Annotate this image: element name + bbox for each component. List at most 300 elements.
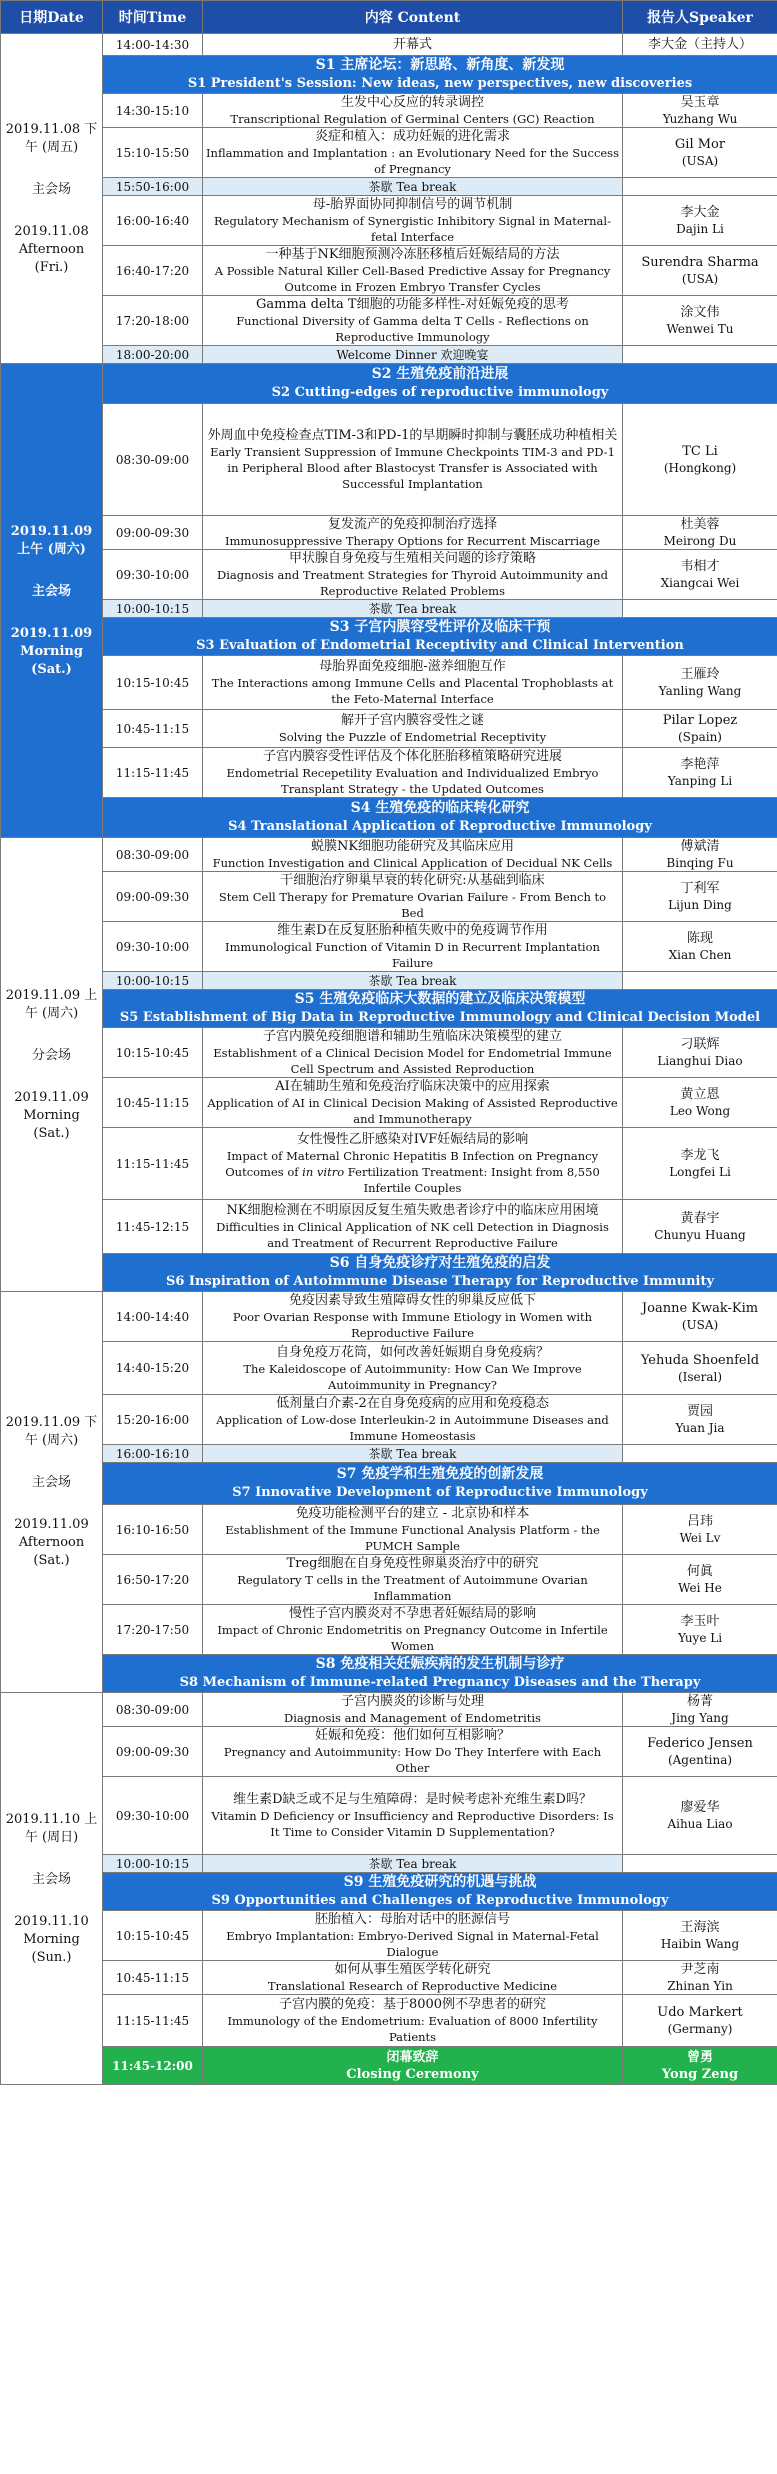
talk-title-cell — [203, 128, 623, 178]
speaker-cell — [623, 922, 777, 972]
speaker-name-cn: 何眞 — [686, 1564, 713, 1579]
talk-title-cn: 自身免疫万花筒，如何改善妊娠期自身免疫病？ — [275, 1344, 549, 1360]
venue-label: 主会场 — [31, 1475, 71, 1490]
venue-label: 主会场 — [31, 1871, 71, 1887]
tea-break-row — [1, 1855, 777, 1873]
closing-row — [1, 2047, 777, 2085]
time-cell: 10:45-11:15 — [103, 1078, 203, 1128]
header-date: 日期Date — [1, 1, 103, 34]
talk-title-en-italic: in vitro — [302, 1165, 345, 1179]
program-row — [1, 196, 777, 246]
talk-title-cn: 母-胎界面协同抑制信号的调节机制 — [312, 197, 513, 212]
speaker-cell — [623, 972, 777, 990]
program-row — [1, 1693, 777, 1727]
program-row — [1, 516, 777, 550]
talk-title-cell — [203, 710, 623, 748]
talk-title-cell — [203, 748, 623, 798]
time-cell: 09:30-10:00 — [103, 550, 203, 600]
talk-title-en: Difficulties in Clinical Application of NK cell Detection in Diagnosis and Treatment of Recurrent Reproductive Failure — [216, 1220, 609, 1250]
speaker-cell — [623, 404, 777, 516]
time-cell: 09:30-10:00 — [103, 1777, 203, 1855]
day-label-en-part: Afternoon — [18, 1535, 85, 1550]
talk-title-cell — [203, 1555, 623, 1605]
speaker-cell — [623, 1777, 777, 1855]
program-row — [1, 656, 777, 710]
program-row — [1, 1128, 777, 1200]
program-row — [1, 838, 777, 872]
closing-title-en: Closing Ceremony — [346, 2066, 479, 2082]
talk-title-en: Vitamin D Deficiency or Insufficiency and Reproductive Disorders: Is It Time to Consider Vitamin D Supplementation? — [211, 1809, 614, 1839]
session-title-en: S1 President's Session: New ideas, new perspectives, new discoveries — [187, 76, 693, 91]
speaker-name-cn: 黄立恩 — [680, 1087, 720, 1102]
session-title-cell — [103, 798, 777, 838]
speaker-name-cn: 黄春宇 — [680, 1211, 720, 1226]
speaker-cell — [623, 1961, 777, 1995]
talk-title-cell — [203, 296, 623, 346]
speaker-cell — [623, 1445, 777, 1463]
session-row — [1, 1254, 777, 1292]
session-title-en: S9 Opportunities and Challenges of Reproductive Immunology — [211, 1893, 669, 1908]
talk-title-cell — [203, 1028, 623, 1078]
time-cell: 11:45-12:00 — [103, 2047, 203, 2085]
talk-title-cn: 子宫内膜炎的诊断与处理 — [340, 1694, 484, 1709]
session-title-en: S6 Inspiration of Autoimmune Disease Therapy for Reproductive Immunity — [165, 1274, 715, 1289]
time-cell: 14:30-15:10 — [103, 94, 203, 128]
time-cell: 10:00-10:15 — [103, 600, 203, 618]
talk-title-cell — [203, 1342, 623, 1395]
talk-title-cn: Gamma delta T细胞的功能多样性-对妊娠免疫的思考 — [255, 297, 570, 312]
speaker-cell — [623, 1342, 777, 1395]
venue-label: 主会场 — [31, 583, 71, 599]
day-label-cn: 2019.11.09 上午 (周六) — [10, 523, 93, 557]
talk-title-cn: 免疫因素导致生殖障碍女性的卵巢反应低下 — [288, 1293, 536, 1308]
talk-title-cn: 干细胞治疗卵巢早衰的转化研究:从基础到临床 — [280, 873, 545, 888]
program-row — [1, 550, 777, 600]
talk-title-en: Application of AI in Clinical Decision Making of Assisted Reproductive and Immunotherapy — [207, 1096, 618, 1126]
talk-title-cell — [203, 1292, 623, 1342]
talk-title-en: Diagnosis and Treatment Strategies for Thyroid Autoimmunity and Reproductive Related Problems — [216, 568, 609, 598]
talk-title-cell — [203, 656, 623, 710]
speaker-name-en: Lijun Ding — [668, 898, 732, 912]
speaker-name-en: Xiangcai Wei — [660, 576, 740, 590]
day-cell — [1, 838, 103, 1292]
talk-title-cn: 外周血中免疫检查点TIM-3和PD-1的早期瞬时抑制与囊胚成功种植相关 — [207, 428, 618, 443]
speaker-name-cn: 丁利军 — [680, 881, 720, 896]
speaker-name-en: (Germany) — [667, 2022, 733, 2036]
closing-ceremony-cell — [203, 2047, 623, 2085]
talk-title-cn: 低剂量白介素-2在自身免疫病的应用和免疫稳态 — [276, 1396, 549, 1411]
day-label-cn: 2019.11.09 下午 (周六) — [5, 1415, 98, 1448]
talk-title-cn: 胚胎植入：母胎对话中的胚源信号 — [314, 1912, 510, 1927]
speaker-name-en: Wei Lv — [679, 1531, 721, 1545]
time-cell: 10:15-10:45 — [103, 1911, 203, 1961]
speaker-name-en: Binqing Fu — [666, 856, 734, 870]
time-cell: 08:30-09:00 — [103, 404, 203, 516]
tea-break-row — [1, 600, 777, 618]
speaker-name-cn: 吴玉章 — [680, 95, 720, 110]
speaker-name-en: Haibin Wang — [660, 1937, 740, 1951]
time-cell: 16:40-17:20 — [103, 246, 203, 296]
program-row — [1, 1961, 777, 1995]
day-label-cn: 2019.11.09 上午 (周六) — [5, 987, 98, 1021]
speaker-name-en: Aihua Liao — [667, 1817, 733, 1831]
speaker-cell — [623, 2047, 777, 2085]
talk-title-cell — [203, 1727, 623, 1777]
session-title-en: S4 Translational Application of Reproductive Immunology — [228, 819, 652, 834]
program-row — [1, 1605, 777, 1655]
session-row — [1, 364, 777, 404]
speaker-name-en: (USA) — [681, 154, 719, 168]
session-title-cell — [103, 364, 777, 404]
header-content: 内容 Content — [203, 1, 623, 34]
talk-title-cell — [203, 872, 623, 922]
program-row — [1, 872, 777, 922]
talk-title-cell — [203, 246, 623, 296]
time-cell: 17:20-17:50 — [103, 1605, 203, 1655]
talk-title-en-part: Fertilization Treatment: Insight from 8,550 Infertile Couples — [344, 1165, 600, 1195]
time-cell: 11:15-11:45 — [103, 1995, 203, 2047]
speaker-name-en: Wenwei Tu — [666, 322, 734, 336]
talk-title-en: Transcriptional Regulation of Germinal Centers (GC) Reaction — [230, 112, 595, 126]
speaker-cell — [623, 600, 777, 618]
speaker-cell — [623, 872, 777, 922]
session-title-en: S8 Mechanism of Immune-related Pregnancy Diseases and the Therapy — [179, 1675, 701, 1690]
talk-title-cn: 子宫内膜免疫细胞谱和辅助生殖临床决策模型的建立 — [262, 1029, 562, 1044]
program-row — [1, 1777, 777, 1855]
speaker-cell — [623, 246, 777, 296]
speaker-cell — [623, 1028, 777, 1078]
session-title-cn: S9 生殖免疫研究的机遇与挑战 — [343, 1874, 537, 1890]
time-cell: 10:45-11:15 — [103, 1961, 203, 1995]
session-row — [1, 56, 777, 94]
talk-title-cn: 生发中心反应的转录调控 — [340, 95, 484, 110]
time-cell: 08:30-09:00 — [103, 838, 203, 872]
talk-title-en: Stem Cell Therapy for Premature Ovarian Failure - From Bench to Bed — [218, 890, 607, 920]
speaker-name-en: Yanling Wang — [658, 684, 742, 698]
speaker-name-en: Yanping Li — [667, 774, 733, 788]
session-title-cell — [103, 1873, 777, 1911]
program-row — [1, 1028, 777, 1078]
speaker-name-cn: Yehuda Shoenfeld — [640, 1352, 760, 1368]
talk-title-cn: 炎症和植入：成功妊娠的进化需求 — [314, 129, 510, 144]
time-cell: 09:30-10:00 — [103, 922, 203, 972]
speaker-cell — [623, 1995, 777, 2047]
speaker-name-cn: 贾园 — [686, 1404, 713, 1419]
talk-title-en — [206, 1148, 619, 1196]
tea-break-row — [1, 178, 777, 196]
program-row — [1, 1200, 777, 1254]
speaker-name-cn: Surendra Sharma — [641, 255, 759, 270]
talk-title-cn: 母胎界面免疫细胞-滋养细胞互作 — [319, 659, 506, 674]
time-cell: 09:00-09:30 — [103, 872, 203, 922]
talk-title-en: Solving the Puzzle of Endometrial Receptivity — [278, 730, 547, 744]
session-title-cn: S3 子宫内膜容受性评价及临床干预 — [329, 619, 551, 635]
time-cell: 17:20-18:00 — [103, 296, 203, 346]
talk-title-cell — [203, 1128, 623, 1200]
session-row — [1, 1463, 777, 1505]
talk-title-en: Diagnosis and Management of Endometritis — [284, 1711, 541, 1725]
time-cell: 11:45-12:15 — [103, 1200, 203, 1254]
table-header-row — [1, 1, 777, 34]
speaker-name-cn: 李大金 — [680, 205, 720, 220]
talk-title-en: Establishment of a Clinical Decision Model for Endometrial Immune Cell Spectrum and Assisted Reproduction — [213, 1046, 612, 1076]
speaker-cell — [623, 1605, 777, 1655]
time-cell: 10:00-10:15 — [103, 972, 203, 990]
time-cell: 18:00-20:00 — [103, 346, 203, 364]
talk-title-cn: 妊娠和免疫：他们如何互相影响？ — [314, 1728, 510, 1743]
tea-break-label: 茶歇 Tea break — [203, 600, 623, 618]
host-name: 李大金（主持人） — [647, 37, 752, 52]
speaker-cell — [623, 516, 777, 550]
session-title-cn: S5 生殖免疫临床大数据的建立及临床决策模型 — [294, 991, 586, 1007]
speaker-name-cn: Joanne Kwak-Kim — [641, 1301, 759, 1316]
talk-title-en: Immunological Function of Vitamin D in Recurrent Implantation Failure — [225, 940, 600, 970]
speaker-cell — [623, 1693, 777, 1727]
speaker-name-cn: TC Li — [682, 444, 718, 459]
time-cell: 15:50-16:00 — [103, 178, 203, 196]
talk-title-en: Poor Ovarian Response with Immune Etiology in Women with Reproductive Failure — [232, 1310, 593, 1340]
talk-title-en: Regulatory T cells in the Treatment of Autoimmune Ovarian Inflammation — [237, 1573, 588, 1603]
talk-title-cn: 女性慢性乙肝感染对IVF妊娠结局的影响 — [296, 1132, 529, 1147]
program-row — [1, 1505, 777, 1555]
speaker-name-en: Longfei Li — [669, 1165, 731, 1179]
header-time: 时间Time — [103, 1, 203, 34]
talk-title-cell — [203, 550, 623, 600]
program-row — [1, 1395, 777, 1445]
session-row — [1, 798, 777, 838]
talk-title-cn: 维生素D在反复胚胎种植失败中的免疫调节作用 — [277, 923, 548, 938]
day-label-en-part: Morning (Sat.) — [23, 1107, 80, 1141]
program-row — [1, 346, 777, 364]
time-cell: 16:00-16:40 — [103, 196, 203, 246]
tea-break-label: 茶歇 Tea break — [203, 972, 623, 990]
talk-title-cn: 慢性子宫内膜炎对不孕患者妊娠结局的影响 — [288, 1606, 536, 1621]
session-title-cell — [103, 1655, 777, 1693]
opening-ceremony-label — [203, 34, 623, 56]
speaker-name-cn: 吕玮 — [686, 1514, 713, 1529]
program-row — [1, 34, 777, 56]
time-cell: 16:00-16:10 — [103, 1445, 203, 1463]
program-row — [1, 1995, 777, 2047]
speaker-cell — [623, 1727, 777, 1777]
venue-label: 主会场 — [31, 181, 71, 197]
speaker-cell — [623, 1505, 777, 1555]
speaker-name-en: Chunyu Huang — [654, 1228, 746, 1242]
program-row — [1, 1342, 777, 1395]
talk-title-en-part: Impact of Maternal Chronic Hepatitis B Infection on Pregnancy Outcomes of — [225, 1149, 599, 1179]
program-row — [1, 1727, 777, 1777]
speaker-name-cn: 李玉叶 — [680, 1614, 720, 1629]
speaker-name-en: (USA) — [681, 1318, 719, 1332]
speaker-name-cn: 尹芝南 — [680, 1962, 720, 1977]
time-cell: 11:15-11:45 — [103, 1128, 203, 1200]
time-cell: 10:15-10:45 — [103, 656, 203, 710]
day-cell — [1, 34, 103, 364]
speaker-name-en: (Spain) — [678, 730, 722, 744]
talk-title-cell — [203, 1777, 623, 1855]
speaker-name-cn: 傅斌清 — [680, 839, 720, 854]
day-label-en: 2019.11.08 — [14, 223, 89, 239]
speaker-name-en: (Agentina) — [667, 1753, 733, 1767]
session-title-cell — [103, 618, 777, 656]
talk-title-en: Immunology of the Endometrium: Evaluation of 8000 Infertility Patients — [227, 2014, 598, 2044]
session-title-cn: S2 生殖免疫前沿进展 — [371, 366, 509, 382]
talk-title-cn: 甲状腺自身免疫与生殖相关问题的诊疗策略 — [288, 551, 536, 566]
day-label-en-weekday: (Fri.) — [34, 259, 69, 275]
speaker-cell — [623, 1911, 777, 1961]
session-title-cn: S6 自身免疫诊疗对生殖免疫的启发 — [329, 1255, 551, 1271]
opening-title: 开幕式 — [392, 37, 432, 52]
day-label-en-weekday: (Sat.) — [33, 1553, 70, 1568]
talk-title-cn: 子宫内膜的免疫：基于8000例不孕患者的研究 — [278, 1997, 547, 2012]
speaker-cell — [623, 838, 777, 872]
talk-title-en: A Possible Natural Killer Cell-Based Predictive Assay for Pregnancy Outcome in Frozen Embryo Transfer Cycles — [214, 264, 611, 294]
session-row — [1, 1655, 777, 1693]
tea-break-label: 茶歇 Tea break — [203, 1855, 623, 1873]
speaker-cell — [623, 748, 777, 798]
speaker-cell — [623, 196, 777, 246]
talk-title-cell — [203, 1995, 623, 2047]
talk-title-cn: 子宫内膜容受性评估及个体化胚胎移植策略研究进展 — [262, 749, 562, 764]
talk-title-en: Immunosuppressive Therapy Options for Recurrent Miscarriage — [224, 534, 601, 548]
talk-title-en: Pregnancy and Autoimmunity: How Do They Interfere with Each Other — [223, 1745, 602, 1775]
speaker-cell — [623, 1395, 777, 1445]
tea-break-row — [1, 1445, 777, 1463]
time-cell: 16:10-16:50 — [103, 1505, 203, 1555]
talk-title-en: Inflammation and Implantation : an Evolutionary Need for the Success of Pregnancy — [206, 146, 619, 176]
speaker-name-en: Leo Wong — [669, 1104, 731, 1118]
speaker-name-cn: 刁联辉 — [680, 1037, 720, 1052]
time-cell: 10:45-11:15 — [103, 710, 203, 748]
speaker-name-cn: 曾勇 — [686, 2049, 713, 2065]
time-cell: 10:00-10:15 — [103, 1855, 203, 1873]
talk-title-cn: 如何从事生殖医学转化研究 — [334, 1962, 491, 1977]
time-cell: 16:50-17:20 — [103, 1555, 203, 1605]
speaker-name-en: Yuye Li — [677, 1631, 723, 1645]
speaker-name-cn: 王海滨 — [680, 1920, 720, 1935]
talk-title-en: Functional Diversity of Gamma delta T Cells - Reflections on Reproductive Immunology — [236, 314, 589, 344]
program-row — [1, 404, 777, 516]
talk-title-cn: 免疫功能检测平台的建立 - 北京协和样本 — [295, 1506, 530, 1521]
speaker-cell — [623, 1128, 777, 1200]
program-row — [1, 128, 777, 178]
day-cell — [1, 1292, 103, 1693]
program-row — [1, 1292, 777, 1342]
speaker-name-en: Yuan Jia — [675, 1421, 725, 1435]
program-row — [1, 94, 777, 128]
speaker-name-en: Yuzhang Wu — [662, 112, 738, 126]
program-row — [1, 710, 777, 748]
session-title-en: S5 Establishment of Big Data in Reproductive Immunology and Clinical Decision Model — [119, 1010, 761, 1025]
session-title-en: S7 Innovative Development of Reproductive Immunology — [232, 1485, 648, 1500]
talk-title-cn: 解开子宫内膜容受性之谜 — [340, 713, 484, 728]
time-cell: 14:00-14:40 — [103, 1292, 203, 1342]
program-row — [1, 246, 777, 296]
session-title-cell — [103, 1254, 777, 1292]
session-row — [1, 618, 777, 656]
tea-break-label: 茶歇 Tea break — [203, 178, 623, 196]
talk-title-cell — [203, 1911, 623, 1961]
speaker-cell — [623, 656, 777, 710]
talk-title-cn: 复发流产的免疫抑制治疗选择 — [327, 517, 497, 532]
talk-title-en: Regulatory Mechanism of Synergistic Inhibitory Signal in Maternal-fetal Interface — [214, 214, 611, 244]
speaker-cell — [623, 94, 777, 128]
speaker-name-cn: 陈现 — [686, 931, 713, 946]
day-cell — [1, 364, 103, 838]
speaker-name-cn: 李龙飞 — [680, 1148, 720, 1163]
time-cell: 09:00-09:30 — [103, 1727, 203, 1777]
talk-title-cn: Treg细胞在自身免疫性卵巢炎治疗中的研究 — [286, 1556, 539, 1571]
program-row — [1, 1078, 777, 1128]
talk-title-cell — [203, 404, 623, 516]
talk-title-cell — [203, 1605, 623, 1655]
program-row — [1, 922, 777, 972]
time-cell: 14:00-14:30 — [103, 34, 203, 56]
speaker-cell — [623, 34, 777, 56]
speaker-cell — [623, 128, 777, 178]
speaker-name-en: Wei He — [678, 1581, 722, 1595]
talk-title-cell — [203, 1395, 623, 1445]
time-cell: 15:10-15:50 — [103, 128, 203, 178]
day-label-en: 2019.11.09 — [14, 1517, 89, 1532]
speaker-cell — [623, 1555, 777, 1605]
talk-title-cell — [203, 838, 623, 872]
speaker-cell — [623, 710, 777, 748]
speaker-name-cn: Federico Jensen — [647, 1736, 753, 1751]
speaker-name-en: Meirong Du — [663, 534, 737, 548]
talk-title-en: The Kaleidoscope of Autoimmunity: How Can We Improve Autoimmunity in Pregnancy? — [243, 1361, 582, 1392]
speaker-name-cn: 涂文伟 — [680, 305, 720, 320]
talk-title-cell — [203, 1693, 623, 1727]
talk-title-en: Embryo Implantation: Embryo-Derived Signal in Maternal-Fetal Dialogue — [226, 1929, 599, 1959]
speaker-cell — [623, 550, 777, 600]
speaker-name-cn: Udo Markert — [657, 2005, 743, 2020]
speaker-cell — [623, 178, 777, 196]
time-cell: 08:30-09:00 — [103, 1693, 203, 1727]
speaker-name-en: Xian Chen — [668, 948, 732, 962]
session-title-cell — [103, 1463, 777, 1505]
speaker-cell — [623, 1855, 777, 1873]
speaker-name-en: (Iseral) — [677, 1369, 723, 1384]
speaker-name-cn: 李艳萍 — [680, 757, 720, 772]
speaker-cell — [623, 1078, 777, 1128]
talk-title-cn: 一种基于NK细胞预测冷冻胚移植后妊娠结局的方法 — [265, 247, 560, 262]
speaker-cell — [623, 1292, 777, 1342]
time-cell: 14:40-15:20 — [103, 1342, 203, 1395]
talk-title-cell — [203, 1961, 623, 1995]
speaker-name-en: Lianghui Diao — [657, 1054, 743, 1068]
venue-label: 分会场 — [31, 1047, 71, 1063]
talk-title-cn: 维生素D缺乏或不足与生殖障碍：是时候考虑补充维生素D吗？ — [233, 1792, 592, 1807]
program-row — [1, 1555, 777, 1605]
session-title-cn: S1 主席论坛：新思路、新角度、新发现 — [315, 57, 565, 73]
talk-title-en: Impact of Chronic Endometritis on Pregnancy Outcome in Infertile Women — [217, 1623, 608, 1653]
talk-title-en: Function Investigation and Clinical Application of Decidual NK Cells — [212, 856, 613, 870]
talk-title-en: Early Transient Suppression of Immune Checkpoints TIM-3 and PD-1 in Peripheral Blood after Blastocyst Transfer is Associated with Successful Implantation — [210, 445, 615, 491]
session-title-en: S2 Cutting-edges of reproductive immunology — [271, 385, 609, 400]
day-label-en-part: Afternoon — [18, 241, 85, 257]
speaker-name-en: (Hongkong) — [663, 461, 737, 475]
day-cell — [1, 1693, 103, 2085]
speaker-name-cn: 王雁玲 — [680, 667, 720, 682]
talk-title-en: Application of Low-dose Interleukin-2 in Autoimmune Diseases and Immune Homeostasis — [216, 1413, 609, 1443]
speaker-name-cn: Pilar Lopez — [662, 713, 738, 728]
day-label-en: 2019.11.10 — [14, 1913, 89, 1929]
session-title-cn: S4 生殖免疫的临床转化研究 — [350, 800, 530, 816]
schedule-body — [1, 34, 777, 2085]
closing-title-cn: 闭幕致辞 — [386, 2049, 439, 2065]
tea-break-label: 茶歇 Tea break — [203, 1445, 623, 1463]
